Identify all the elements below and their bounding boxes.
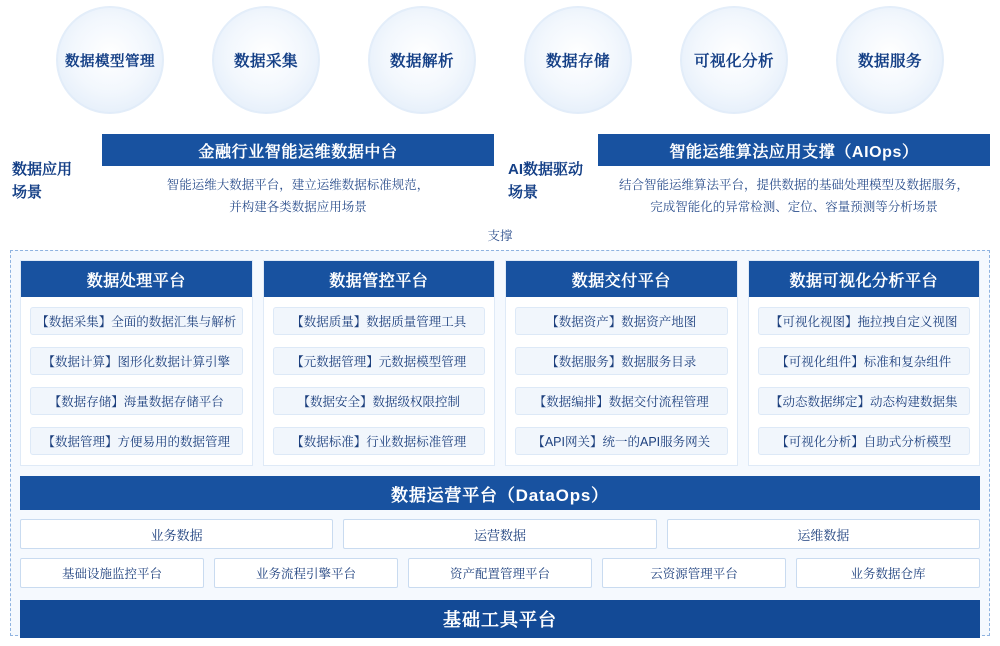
scenario-description-line1: 智能运维大数据平台，建立运维数据标准规范， <box>166 178 430 192</box>
platform-items <box>21 297 252 465</box>
scenario-description-line1: 结合智能运维算法平台，提供数据的基础处理模型及数据服务， <box>618 178 969 192</box>
platform-title: 数据交付平台 <box>506 261 737 297</box>
support-connector <box>0 226 1000 245</box>
platform-item: 【数据采集】全面的数据汇集与解析 <box>30 307 243 335</box>
base-tool-platform-bar: 基础工具平台 <box>20 600 980 638</box>
bubble-label: 数据模型管理 <box>65 53 155 70</box>
platform-item: 【可视化视图】拖拉拽自定义视图 <box>758 307 971 335</box>
scenario-title-bar: 金融行业智能运维数据中台 <box>102 134 494 166</box>
bubble-data-storage <box>524 6 632 114</box>
dataops-data-row <box>20 519 980 549</box>
dataops-platform-item: 业务数据仓库 <box>796 558 980 588</box>
scenario-ai-driven <box>506 134 990 228</box>
scenario-title-bar: 智能运维算法应用支撑（AIOps） <box>598 134 990 166</box>
platform-item: 【数据标准】行业数据标准管理 <box>273 427 486 455</box>
platform-data-delivery <box>505 260 738 466</box>
scenario-description <box>102 166 494 219</box>
scenario-description-line2: 完成智能化的异常检测、定位、容量预测等分析场景 <box>650 199 938 214</box>
platform-data-visualization <box>748 260 981 466</box>
scenario-content <box>102 134 494 228</box>
bubble-label: 数据解析 <box>389 53 454 70</box>
platform-item: 【数据管理】方便易用的数据管理 <box>30 427 243 455</box>
dataops-platform-item: 资产配置管理平台 <box>408 558 592 588</box>
platform-item: 【数据安全】数据级权限控制 <box>273 387 486 415</box>
platform-items <box>749 297 980 465</box>
platform-items <box>506 297 737 465</box>
platform-item: 【API网关】统一的API服务网关 <box>515 427 728 455</box>
bubble-label: 数据采集 <box>233 53 298 70</box>
support-label: 支撑 <box>487 229 513 243</box>
dataops-data-item: 运维数据 <box>667 519 980 549</box>
platform-item: 【数据存储】海量数据存储平台 <box>30 387 243 415</box>
platform-item: 【数据服务】数据服务目录 <box>515 347 728 375</box>
bubble-data-collection <box>212 6 320 114</box>
platform-item: 【数据计算】图形化数据计算引擎 <box>30 347 243 375</box>
platform-column-row <box>20 260 980 466</box>
scenario-side-label-line2: 场景 <box>12 184 43 201</box>
platform-title: 数据处理平台 <box>21 261 252 297</box>
scenario-side-label-line1: AI数据驱动 <box>508 160 584 178</box>
platform-data-governance <box>263 260 496 466</box>
bubble-visual-analysis <box>680 6 788 114</box>
platform-title: 数据可视化分析平台 <box>749 261 980 297</box>
platform-item: 【动态数据绑定】动态构建数据集 <box>758 387 971 415</box>
dataops-platform-item: 基础设施监控平台 <box>20 558 204 588</box>
scenario-description <box>598 166 990 219</box>
scenario-content <box>598 134 990 228</box>
bubble-label: 可视化分析 <box>693 53 774 70</box>
bubble-label: 数据服务 <box>857 53 922 70</box>
bubble-data-service <box>836 6 944 114</box>
platform-item: 【数据编排】数据交付流程管理 <box>515 387 728 415</box>
platform-item: 【可视化分析】自助式分析模型 <box>758 427 971 455</box>
scenario-band <box>10 134 990 228</box>
platform-item: 【数据资产】数据资产地图 <box>515 307 728 335</box>
bubble-data-model-management <box>56 6 164 114</box>
dataops-platform-row <box>20 558 980 588</box>
dataops-data-item: 业务数据 <box>20 519 333 549</box>
platform-items <box>264 297 495 465</box>
bubble-label: 数据存储 <box>545 53 610 70</box>
dataops-platform-item: 业务流程引擎平台 <box>214 558 398 588</box>
dataops-platform-item: 云资源管理平台 <box>602 558 786 588</box>
scenario-data-application <box>10 134 494 228</box>
platform-data-processing <box>20 260 253 466</box>
dataops-title-bar: 数据运营平台（DataOps） <box>20 476 980 510</box>
platform-item: 【数据质量】数据质量管理工具 <box>273 307 486 335</box>
scenario-side-label <box>10 134 102 228</box>
dataops-data-item: 运营数据 <box>343 519 656 549</box>
scenario-side-label-line2: 场景 <box>508 184 539 201</box>
scenario-side-label-line1: 数据应用 <box>12 160 73 178</box>
platform-panel <box>10 250 990 636</box>
platform-title: 数据管控平台 <box>264 261 495 297</box>
capability-bubble-row <box>0 6 1000 120</box>
platform-item: 【元数据管理】元数据模型管理 <box>273 347 486 375</box>
bubble-data-parsing <box>368 6 476 114</box>
platform-item: 【可视化组件】标准和复杂组件 <box>758 347 971 375</box>
scenario-description-line2: 并构建各类数据应用场景 <box>229 199 367 214</box>
scenario-side-label <box>506 134 598 228</box>
